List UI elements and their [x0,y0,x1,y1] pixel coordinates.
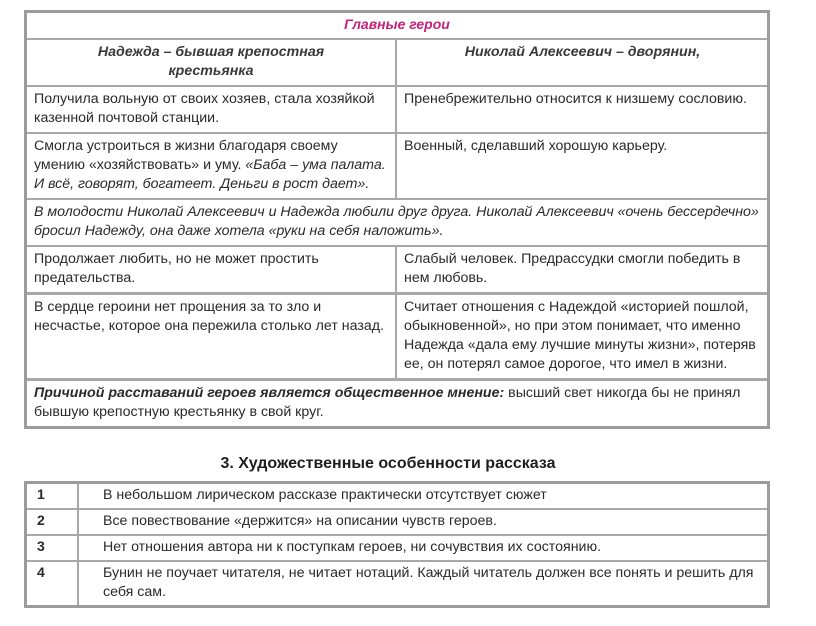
nadezhda-text: Смогла устроиться в жизни благодаря своему умению «хозяйствовать» и уму. [34,138,338,173]
nikolai-cell: Считает отношения с Надеждой «историей пошлой, обыкновенной», но при этом понимает, что именно Надежда «дала ему лучшие минуты жизни», потеряв ее, он потерял самое дорогое, что имел в жизни. [404,299,756,372]
shared-row [27,200,767,247]
conclusion-text: высший свет никогда бы не принял бывшую крепостную крестьянку в свой круг. [34,385,741,420]
feature-number: 2 [27,510,79,534]
feature-number: 3 [27,536,79,560]
table-title: Главные герои [344,16,450,32]
table-header-row [27,40,767,87]
nikolai-cell: Пренебрежительно относится к низшему сословию. [404,91,747,107]
nikolai-cell: Слабый человек. Предрассудки смогли победить в нем любовь. [404,251,741,286]
table-row [27,87,767,134]
feature-row [27,510,767,536]
conclusion-row [27,381,767,426]
nikolai-cell: Военный, сделавший хорошую карьеру. [404,138,668,154]
feature-number: 1 [27,484,79,508]
nadezhda-cell [27,134,397,198]
feature-text: Все повествование «держится» на описании чувств героев. [103,513,497,529]
heroes-table [24,10,770,429]
table-title-row [27,13,767,40]
feature-number: 4 [27,562,79,605]
feature-row [27,562,767,605]
shared-text: В молодости Николай Алексеевич и Надежда любили друг друга. Николай Алексеевич «очень бессердечно» бросил Надежду, она даже хотела «руки на себя наложить». [34,204,759,239]
table-row [27,247,767,295]
feature-text: Бунин не поучает читателя, не читает нотаций. Каждый читатель должен все понять и решить для себя сам. [103,565,754,600]
table-row [27,134,767,200]
features-table [24,481,770,608]
table-row [27,295,767,381]
header-nikolai: Николай Алексеевич – дворянин, [464,44,701,60]
nadezhda-quote: «Баба – ума палата. И всё, говорят, богатеет. Деньги в рост дает». [34,157,386,192]
feature-row [27,536,767,562]
conclusion-bold: Причиной расставаний героев является общественное мнение: [34,385,505,401]
header-nadezhda: Надежда – бывшая крепостная крестьянка [27,40,397,85]
feature-text: Нет отношения автора ни к поступкам героев, ни сочувствия их состоянию. [103,539,602,555]
section-title: 3. Художественные особенности рассказа [220,455,556,472]
conclusion-cell [27,381,767,426]
nadezhda-cell: Получила вольную от своих хозяев, стала хозяйкой казенной почтовой станции. [27,87,397,132]
nadezhda-cell: В сердце героини нет прощения за то зло и несчастье, которое она пережила столько лет назад. [27,295,397,378]
feature-text: В небольшом лирическом рассказе практически отсутствует сюжет [103,487,547,503]
nadezhda-cell: Продолжает любить, но не может простить предательства. [27,247,397,292]
feature-row [27,484,767,510]
